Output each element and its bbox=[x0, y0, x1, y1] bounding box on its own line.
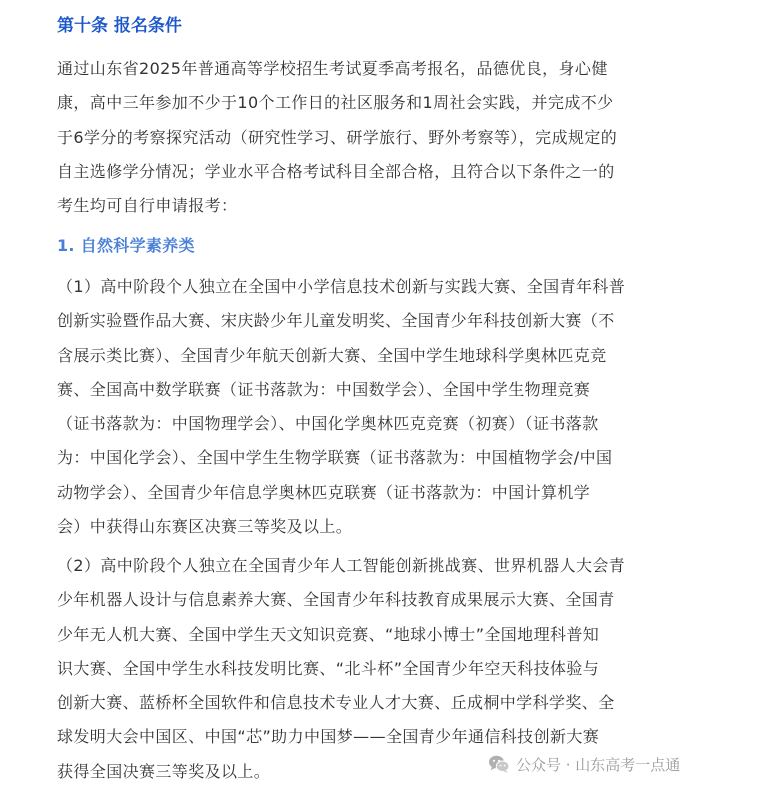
paragraph-line: 自主选修学分情况；学业水平合格考试科目全部合格，且符合以下条件之一的 bbox=[57, 161, 615, 181]
paragraph-line: 少年无人机大赛、全国中学生天文知识竞赛、“地球小博士”全国地理科普知 bbox=[57, 624, 600, 644]
paragraph-line: 通过山东省2025年普通高等学校招生考试夏季高考报名，品德优良，身心健 bbox=[57, 59, 608, 78]
paragraph-line: （2）高中阶段个人独立在全国青少年人工智能创新挑战赛、世界机器人大会青 bbox=[57, 556, 626, 575]
paragraph-line: 获得全国决赛三等奖及以上。 bbox=[57, 761, 271, 781]
article-title: 第十条 报名条件 bbox=[57, 16, 182, 36]
paragraph-line: 少年机器人设计与信息素养大赛、全国青少年科技教育成果展示大赛、全国青 bbox=[57, 590, 615, 610]
paragraph-line: 会）中获得山东赛区决赛三等奖及以上。 bbox=[57, 517, 353, 537]
paragraph-line: （1）高中阶段个人独立在全国中小学信息技术创新与实践大赛、全国青年科普 bbox=[57, 277, 626, 296]
watermark bbox=[488, 750, 680, 778]
item-1-paragraph bbox=[57, 270, 721, 544]
paragraph-line: 于6学分的考察探究活动（研究性学习、研学旅行、野外考察等），完成规定的 bbox=[57, 127, 618, 147]
section-heading-natural-science: 1. 自然科学素养类 bbox=[57, 236, 195, 255]
paragraph-line: 创新大赛、蓝桥杯全国软件和信息技术专业人才大赛、丘成桐中学科学奖、全 bbox=[57, 693, 615, 713]
paragraph-line: 动物学会）、全国青少年信息学奥林匹克联赛（证书落款为：中国计算机学 bbox=[57, 482, 591, 502]
paragraph-line: 康，高中三年参加不少于10个工作日的社区服务和1周社会实践，并完成不少 bbox=[57, 93, 614, 113]
paragraph-line: （证书落款为：中国物理学会）、中国化学奥林匹克竞赛（初赛）（证书落款 bbox=[57, 414, 599, 434]
wechat-icon bbox=[488, 754, 510, 774]
paragraph-line: 考生均可自行申请报考： bbox=[57, 196, 238, 216]
paragraph-line: 含展示类比赛）、全国青少年航天创新大赛、全国中学生地球科学奥林匹克竞 bbox=[57, 345, 607, 365]
intro-paragraph bbox=[57, 52, 721, 223]
watermark-text: 公众号 · 山东高考一点通 bbox=[516, 755, 681, 774]
paragraph-line: 球发明大会中国区、中国“芯”助力中国梦——全国青少年通信科技创新大赛 bbox=[57, 727, 600, 747]
paragraph-line: 创新实验暨作品大赛、宋庆龄少年儿童发明奖、全国青少年科技创新大赛（不 bbox=[57, 311, 615, 331]
paragraph-line: 赛、全国高中数学联赛（证书落款为：中国数学会）、全国中学生物理竞赛 bbox=[57, 379, 591, 399]
paragraph-line: 识大赛、全国中学生水科技发明比赛、“北斗杯”全国青少年空天科技体验与 bbox=[57, 658, 600, 678]
paragraph-line: 为：中国化学会）、全国中学生生物学联赛（证书落款为：中国植物学会/中国 bbox=[57, 448, 613, 468]
